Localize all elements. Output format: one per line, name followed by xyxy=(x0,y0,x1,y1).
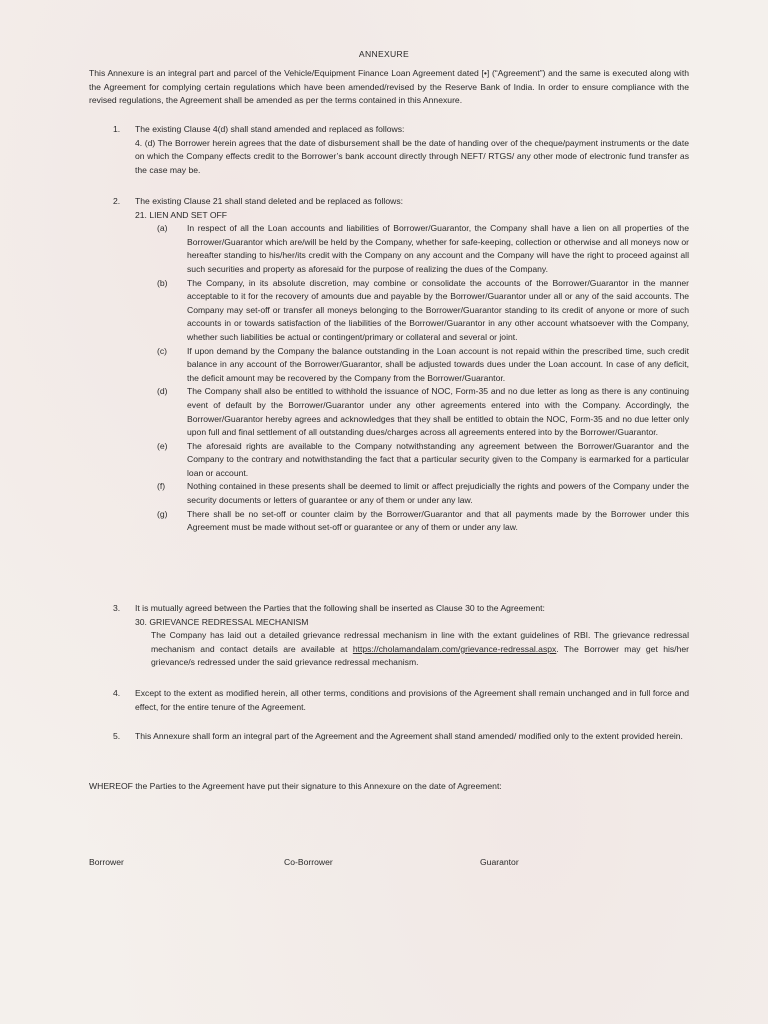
section-lead: The existing Clause 4(d) shall stand amended and replaced as follows: xyxy=(135,124,405,134)
clause-list xyxy=(157,222,689,535)
section-lead: It is mutually agreed between the Parties that the following shall be inserted as Clause 30 to the Agreement: xyxy=(135,603,545,613)
clause-c xyxy=(157,345,689,386)
signatory-guarantor: Guarantor xyxy=(480,857,519,867)
section-number: 3. xyxy=(113,603,121,613)
clause-label: (g) xyxy=(157,508,168,519)
grievance-url-link[interactable]: https://cholamandalam.com/grievance-redressal.aspx xyxy=(352,643,557,654)
clause-text: If upon demand by the Company the balance outstanding in the Loan account is not repaid within the prescribed time, such credit balance in any account of the Borrower/Guarantor, shall be adjusted towards dues under the Loan account. In case of any deficit, the deficit amount may be recovered by the Company from the Borrower/Guarantor. xyxy=(187,345,689,383)
grievance-text-before: The Company has laid out a detailed grievance redressal mechanism in line with the extant guidelines of RBI. The grievance redressal mechanism and contact details are available at xyxy=(151,630,689,654)
section-3 xyxy=(113,602,689,670)
intro-paragraph: This Annexure is an integral part and parcel of the Vehicle/Equipment Finance Loan Agreement dated [•] (“Agreement”) and the same is executed along with the Agreement for complying certain regulations which have been amended/revised by the Reserve Bank of India. In order to ensure compliance with the revised regulations, the Agreement shall be amended as per the terms contained in this Annexure. xyxy=(89,68,689,106)
clause-heading: 30. GRIEVANCE REDRESSAL MECHANISM xyxy=(135,616,309,627)
section-text: 4. (d) The Borrower herein agrees that the date of disbursement shall be the date of handing over of the cheque/payment instruments or the date on which the Company effects credit to the Borrower’s bank account directly through NEFT/ RTGS/ any other mode of electronic fund transfer as the case may be. xyxy=(135,137,689,175)
clause-label: (f) xyxy=(157,481,166,492)
grievance-text-after: . The Borrower may get his/her grievance/s redressed under the said grievance redressal mechanism. xyxy=(151,643,689,668)
section-lead: The existing Clause 21 shall stand deleted and be replaced as follows: xyxy=(135,196,404,206)
section-2 xyxy=(113,195,689,535)
clause-a xyxy=(157,222,689,276)
section-text: Except to the extent as modified herein, all other terms, conditions and provisions of the Agreement shall remain unchanged and in full force and effect, for the entire tenure of the Agreement. xyxy=(135,688,689,712)
clause-text: There shall be no set-off or counter claim by the Borrower/Guarantor and that all payments made by the Borrower under this Agreement must be made without set-off or guarantee or any of them or under any law. xyxy=(187,508,689,533)
section-number: 2. xyxy=(113,196,121,206)
clause-heading: 21. LIEN AND SET OFF xyxy=(135,209,228,220)
clause-label: (e) xyxy=(157,440,168,451)
section-number: 4. xyxy=(113,688,121,698)
clause-b xyxy=(157,277,689,345)
clause-f xyxy=(157,480,689,507)
clause-label: (c) xyxy=(157,345,168,356)
section-text: This Annexure shall form an integral part of the Agreement and the Agreement shall stand amended/ modified only to the extent provided herein. xyxy=(135,731,683,741)
section-number: 5. xyxy=(113,731,121,741)
section-1 xyxy=(113,123,689,177)
clause-e xyxy=(157,440,689,481)
section-5 xyxy=(113,730,689,744)
grievance-paragraph xyxy=(151,629,689,670)
clause-label: (d) xyxy=(157,386,168,397)
clause-text: The aforesaid rights are available to the Company notwithstanding any agreement between the Borrower/Guarantor and the Company to the contrary and notwithstanding the fact that a particular security given to the Company is earmarked for a particular loan or account. xyxy=(187,440,689,478)
clause-d xyxy=(157,385,689,439)
whereof-statement: WHEREOF the Parties to the Agreement have put their signature to this Annexure on the date of Agreement: xyxy=(89,781,502,791)
clause-text: Nothing contained in these presents shall be deemed to limit or affect prejudicially the rights and powers of the Company under the security documents or letters of guarantee or any of them or under any law. xyxy=(187,481,689,506)
section-number: 1. xyxy=(113,124,121,134)
clause-text: In respect of all the Loan accounts and liabilities of Borrower/Guarantor, the Company shall have a lien on all properties of the Borrower/Guarantor which are/will be held by the Company, whether for safe-keeping, collection or otherwise and all moneys now or hereafter standing to his/her/its credit with the Company on any account and the Company will have the right to proceed against all such securities and property as aforesaid for the purpose of realizing the dues of the Company. xyxy=(187,223,689,274)
signatory-co-borrower: Co-Borrower xyxy=(284,857,333,867)
clause-text: The Company shall also be entitled to withhold the issuance of NOC, Form-35 and no due letter as long as there is any continuing event of default by the Borrower/Guarantor under any other agreements entered into with the Company. Accordingly, the Borrower/Guarantor hereby agrees and acknowledges that they shall be entitled to obtain the NOC, Form-35 and no due letter only upon full and final settlement of all outstanding dues/charges across all agreements entered into by the Borrower/Guarantor. xyxy=(187,386,689,438)
clause-label: (b) xyxy=(157,277,168,288)
clause-g xyxy=(157,508,689,535)
signatory-borrower: Borrower xyxy=(89,857,124,867)
clause-text: The Company, in its absolute discretion, may combine or consolidate the accounts of the Borrower/Guarantor in the manner acceptable to it for the recovery of amounts due and payable by the Borrower/Guarantor under all or any of the said accounts. The Company may set-off or transfer all moneys belonging to the Borrower/Guarantor standing to its credit of anyone or more of such accounts in or towards satisfaction of the liabilities of the Borrower/Guarantor in any other account whatsoever with the Company, whether such liabilities be actual or contingent/primary or collateral and several or joint. xyxy=(187,277,689,342)
clause-label: (a) xyxy=(157,223,168,234)
section-4 xyxy=(113,687,689,714)
page-title: ANNEXURE xyxy=(358,49,410,59)
